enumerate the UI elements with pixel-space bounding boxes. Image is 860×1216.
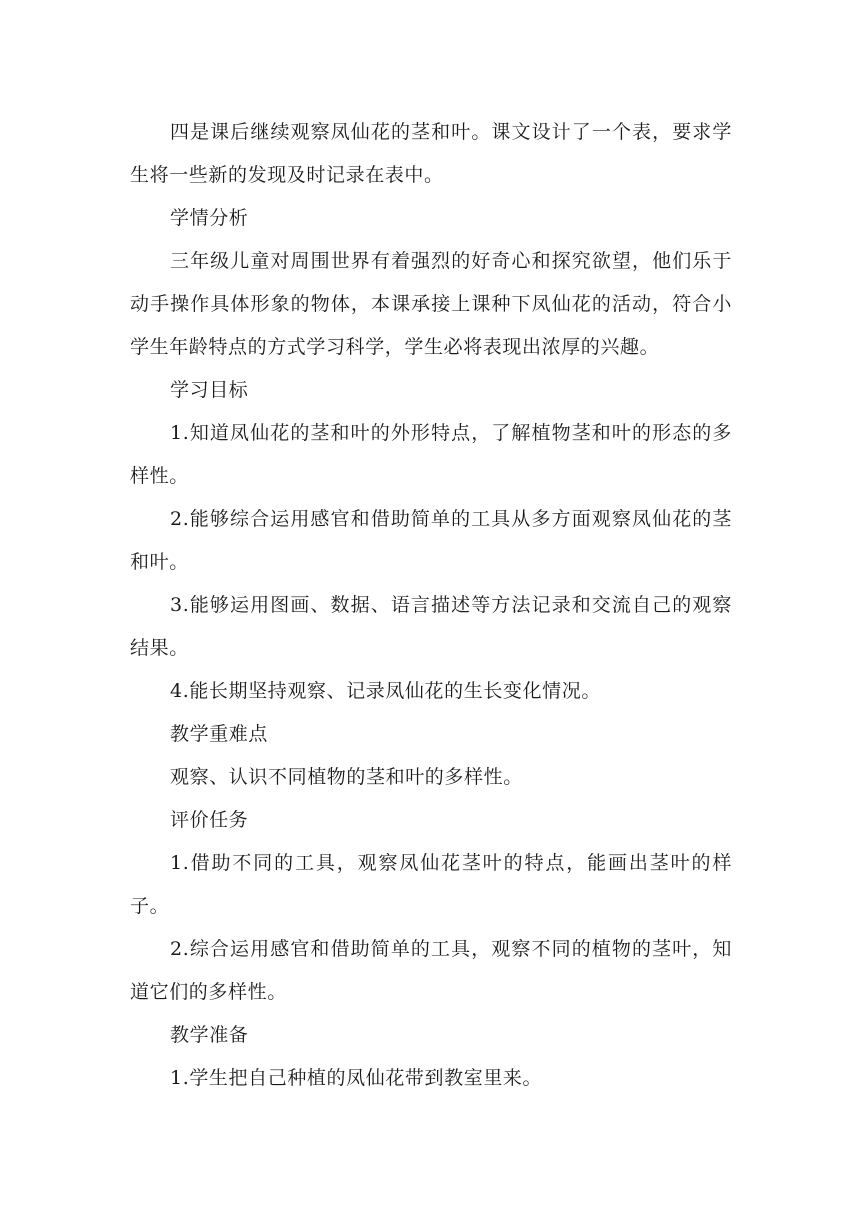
heading-teaching-preparation: 教学准备 [170, 1024, 249, 1046]
paragraph-key-difficulties: 观察、认识不同植物的茎和叶的多样性。 [170, 766, 523, 788]
preparation-item-1: 1.学生把自己种植的凤仙花带到教室里来。 [170, 1067, 543, 1089]
heading-learning-goals: 学习目标 [170, 379, 249, 401]
goal-item-1: 1.知道凤仙花的茎和叶的外形特点，了解植物茎和叶的形态的多样性。 [130, 422, 732, 487]
heading-evaluation-tasks: 评价任务 [170, 809, 249, 831]
heading-learning-analysis: 学情分析 [170, 207, 249, 229]
goal-item-2: 2.能够综合运用感官和借助简单的工具从多方面观察凤仙花的茎和叶。 [130, 508, 732, 573]
evaluation-item-2: 2.综合运用感官和借助简单的工具，观察不同的植物的茎叶，知道它们的多样性。 [130, 938, 732, 1003]
evaluation-item-1: 1.借助不同的工具，观察凤仙花茎叶的特点，能画出茎叶的样子。 [130, 852, 732, 917]
goal-item-3: 3.能够运用图画、数据、语言描述等方法记录和交流自己的观察结果。 [130, 594, 732, 659]
goal-item-4: 4.能长期坚持观察、记录凤仙花的生长变化情况。 [170, 680, 601, 702]
paragraph-learning-analysis: 三年级儿童对周围世界有着强烈的好奇心和探究欲望，他们乐于动手操作具体形象的物体，本课承接上课种下凤仙花的活动，符合小学生年龄特点的方式学习科学，学生必将表现出浓厚的兴趣。 [130, 250, 732, 358]
paragraph-homework-observation: 四是课后继续观察凤仙花的茎和叶。课文设计了一个表，要求学生将一些新的发现及时记录在表中。 [130, 121, 732, 186]
document-page [130, 111, 732, 1100]
heading-key-difficulties: 教学重难点 [170, 723, 269, 745]
